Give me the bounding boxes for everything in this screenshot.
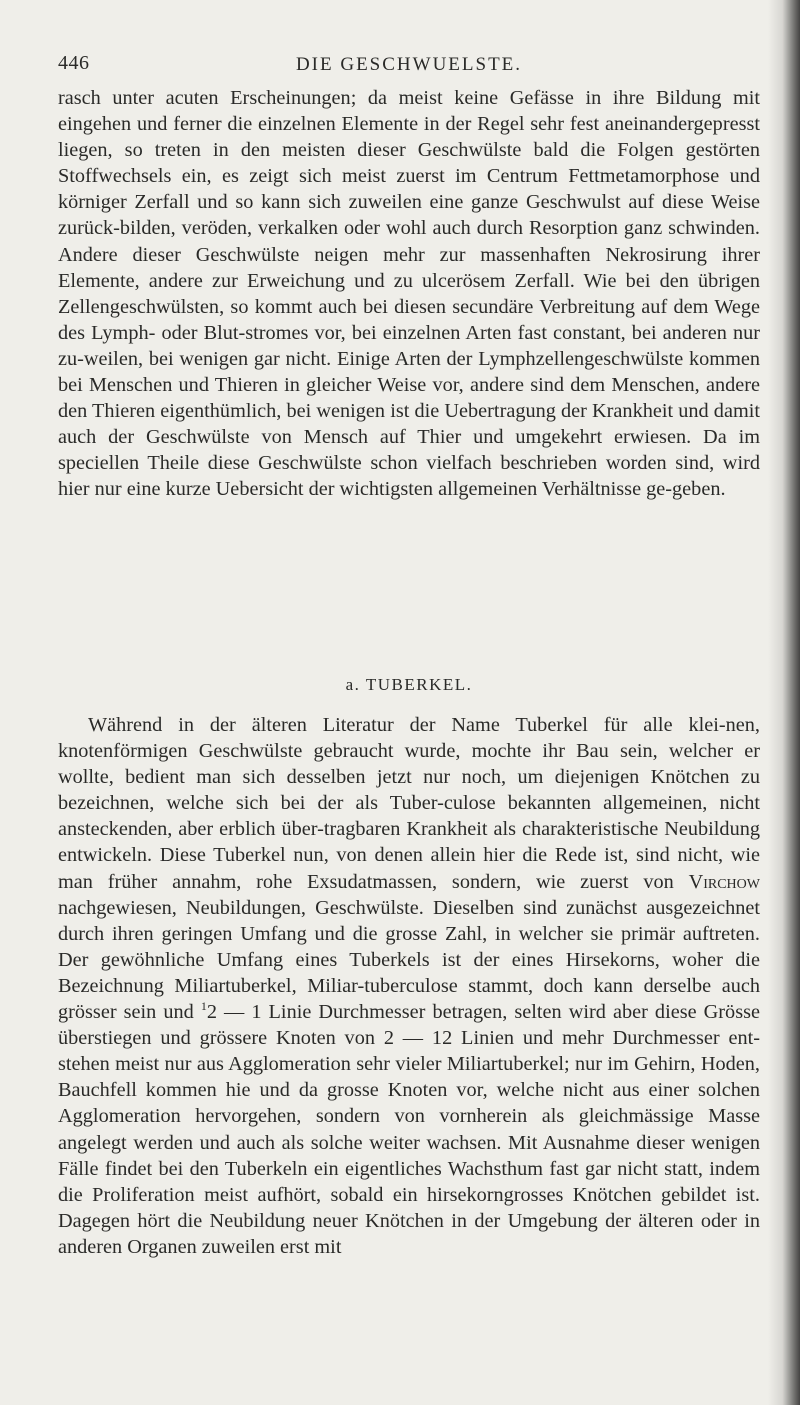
page-number: 446 bbox=[58, 52, 90, 74]
author-name: Virchow bbox=[688, 870, 760, 893]
section-heading: a. TUBERKEL. bbox=[345, 675, 473, 694]
paragraph-text-part-1: Während in der älteren Literatur der Name Tuberkel für alle klei-nen, knotenförmigen Geschwülste gebraucht wurde, mochte ihr Bau sein, welcher er wollte, bedient man sich desselben jetzt nur noch, um diejenigen Knötchen zu bezeichnen, welche sich bei der als Tuber-culose bekannten allgemeinen, nicht ansteckenden, aber erblich über-tragbaren Krankheit als charakteristische Neubildung entwickeln. Diese Tuberkel nun, von denen allein hier die Rede ist, sind nicht, wie man früher annahm, rohe Exsudatmassen, sondern, wie zuerst von bbox=[58, 714, 760, 893]
text-block-top bbox=[58, 85, 760, 503]
paragraph-text-part-3: 2 — 1 Linie Durchmesser betragen, selten wird aber diese Grösse überstiegen und grössere Knoten von 2 — 12 Linien und mehr Durchmesser ent-stehen meist nur aus Agglomeration sehr vieler Miliartuberkel; nur im Gehirn, Hoden, Bauchfell kommen hie und da grosse Knoten vor, welche nicht aus einer solchen Agglomeration hervorgehen, sondern von vornherein als gleichmässige Masse angelegt werden und auch als solche weiter wachsen. Mit Ausnahme dieser wenigen Fälle findet bei den Tuberkeln ein eigentliches Wachsthum fast gar nicht statt, indem die Proliferation meist aufhört, sobald ein hirsekorngrosses Knötchen gebildet ist. Dagegen hört die Neubildung neuer Knötchen in der Umgebung der älteren oder in anderen Organen zuweilen erst mit bbox=[58, 1001, 760, 1258]
page-header bbox=[58, 52, 760, 82]
running-title: DIE GESCHWUELSTE. bbox=[295, 54, 523, 75]
fraction-numerator: 1 bbox=[200, 999, 207, 1014]
page-binding-shadow bbox=[768, 0, 800, 1405]
text-block-bottom bbox=[58, 712, 760, 1260]
paragraph-text-part-2: nachgewiesen, Neubildungen, Geschwülste. Dieselben sind zunächst ausgezeichnet durch ihren geringen Umfang und die grosse Zahl, in welcher sie primär auftreten. Der gewöhnliche Umfang eines Tuberkels ist der eines Hirsekorns, woher die Bezeichnung Miliartuberkel, Miliar-tuberculose stammt, doch kann derselbe auch grösser sein und bbox=[58, 896, 760, 1024]
paragraph-continuation: rasch unter acuten Erscheinungen; da meist keine Gefässe in ihre Bildung mit eingehen und ferner die einzelnen Elemente in der Regel sehr fest aneinandergepresst liegen, so treten in den meisten dieser Geschwülste bald die Folgen gestörten Stoffwechsels ein, es zeigt sich meist zuerst im Centrum Fettmetamorphose und körniger Zerfall und so kann sich zuweilen eine ganze Geschwulst auf diese Weise zurück-bilden, veröden, verkalken oder wohl auch durch Resorption ganz schwinden. Andere dieser Geschwülste neigen mehr zur massenhaften Nekrosirung ihrer Elemente, andere zur Erweichung und zu ulcerösem Zerfall. Wie bei den übrigen Zellengeschwülsten, so kommt auch bei diesen secundäre Verbreitung auf dem Wege des Lymph- oder Blut-stromes vor, bei einzelnen Arten fast constant, bei anderen nur zu-weilen, bei wenigen gar nicht. Einige Arten der Lymphzellengeschwülste kommen bei Menschen und Thieren in gleicher Weise vor, andere sind dem Menschen, andere den Thieren eigenthümlich, bei wenigen ist die Uebertragung der Krankheit und damit auch der Geschwülste von Mensch auf Thier und umgekehrt erwiesen. Da im speciellen Theile diese Geschwülste schon vielfach beschrieben worden sind, wird hier nur eine kurze Uebersicht der wichtigsten allgemeinen Verhältnisse ge-geben. bbox=[58, 87, 760, 501]
paragraph-tuberkel bbox=[58, 712, 760, 1260]
